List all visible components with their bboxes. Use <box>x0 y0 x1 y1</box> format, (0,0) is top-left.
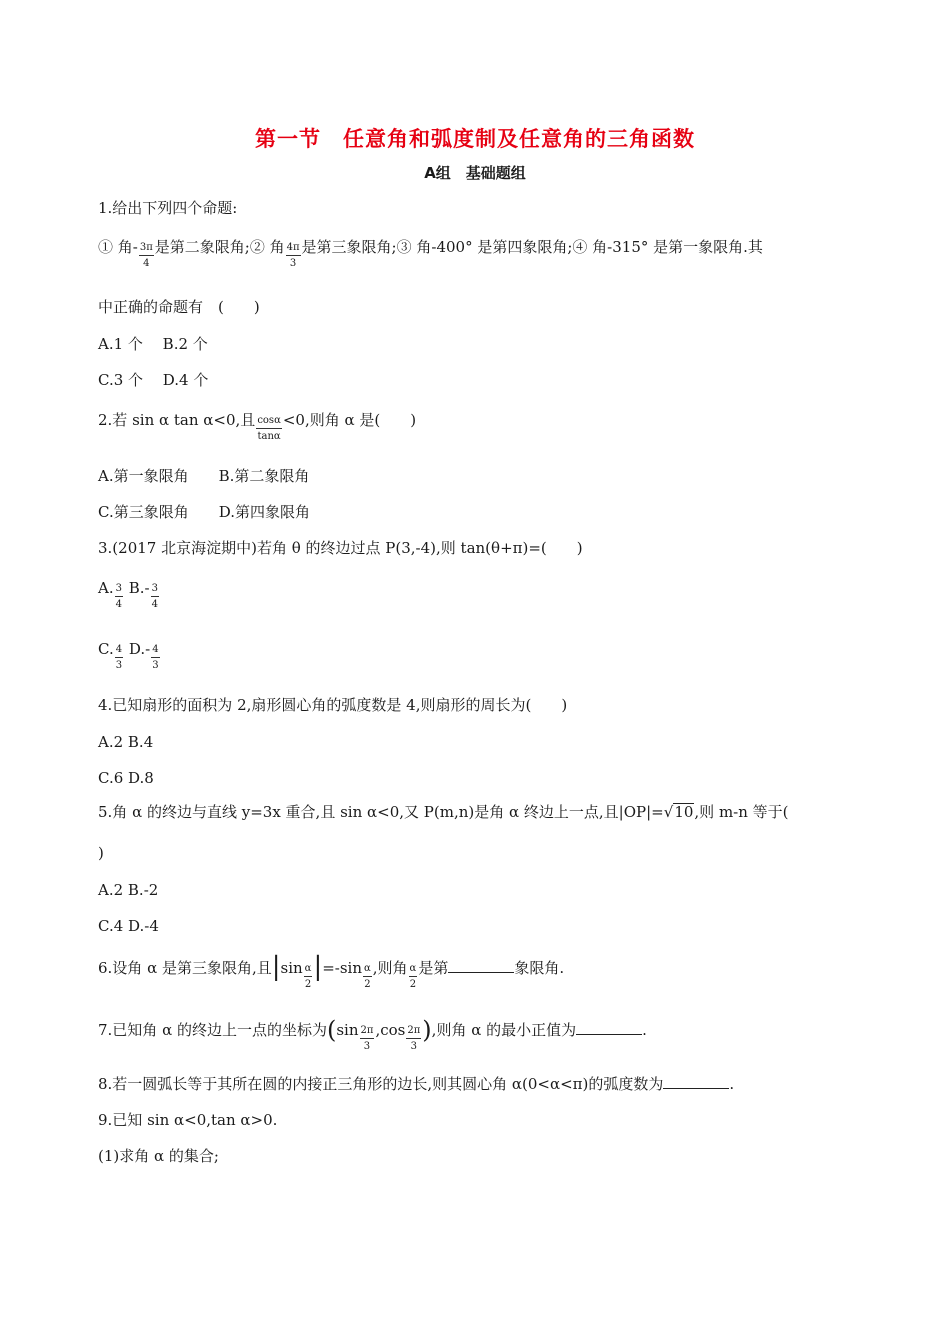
q1-text-part: 是第三象限角;③ 角-400° 是第四象限角;④ 角-315° 是第一象限角.其 <box>301 238 763 256</box>
fraction <box>115 645 123 671</box>
fraction <box>286 243 301 269</box>
q6-text-part: 象限角. <box>514 959 565 977</box>
question-1-options-cd: C.3 个 D.4 个 <box>98 371 209 389</box>
question-3-stem: 3.(2017 北京海淀期中)若角 θ 的终边过点 P(3,-4),则 tan(θ+π)=( ) <box>98 539 583 557</box>
page-title: 第一节 任意角和弧度制及任意角的三角函数 <box>255 127 695 151</box>
fraction-denominator: 3 <box>363 1041 371 1052</box>
fraction-numerator: 2π <box>360 1026 375 1039</box>
fraction-numerator: α <box>363 964 372 977</box>
fraction-denominator: 2 <box>409 979 417 990</box>
fraction <box>406 1026 421 1052</box>
question-5-stem <box>98 802 789 822</box>
fraction <box>115 584 123 610</box>
q8-text-part: . <box>729 1075 735 1093</box>
question-9-stem: 9.已知 sin α<0,tan α>0. <box>98 1111 278 1129</box>
fraction-denominator: 3 <box>289 258 297 269</box>
answer-blank[interactable] <box>448 960 514 973</box>
fraction-numerator: cosα <box>256 416 282 429</box>
question-3-options-cd <box>98 637 161 671</box>
fraction-numerator: α <box>409 964 418 977</box>
q2-text-part: <0,则角 α 是( ) <box>282 411 417 429</box>
fraction-denominator: 2 <box>304 979 312 990</box>
abs-bar-right: | <box>313 952 323 982</box>
question-4-options-ab: A.2 B.4 <box>98 733 154 751</box>
fraction-denominator: 3 <box>410 1041 418 1052</box>
question-4-options-cd: C.6 D.8 <box>98 769 154 787</box>
fraction-numerator: 4 <box>151 645 159 658</box>
question-5-continuation: ) <box>98 844 104 862</box>
q2-text-part: 2.若 sin α tan α<0,且 <box>98 411 256 429</box>
q6-text-part: ,则角 <box>372 959 408 977</box>
fraction-denominator: tanα <box>257 431 281 442</box>
question-2-options-ab: A.第一象限角 B.第二象限角 <box>98 467 310 485</box>
abs-bar-left: | <box>271 952 281 982</box>
fraction <box>304 964 313 990</box>
fraction-numerator: 3 <box>151 584 159 597</box>
q6-text-part: =-sin <box>322 959 362 977</box>
left-paren: ( <box>326 1016 337 1044</box>
section-subtitle: A组 基础题组 <box>424 164 526 182</box>
fraction-denominator: 2 <box>364 979 371 990</box>
fraction <box>139 243 154 269</box>
q5-text-part: ,则 m-n 等于( <box>694 803 789 821</box>
fraction-numerator: 2π <box>406 1026 421 1039</box>
q7-text-part: . <box>642 1021 647 1039</box>
sqrt-radicand: 10 <box>674 803 694 821</box>
fraction-denominator: 3 <box>152 660 159 671</box>
q8-text-part: 8.若一圆弧长等于其所在圆的内接正三角形的边长,则其圆心角 α(0<α<π)的弧度数为 <box>98 1075 664 1093</box>
sin-function: sin <box>336 1021 359 1039</box>
question-1-propositions <box>98 235 763 269</box>
question-2-stem <box>98 408 417 442</box>
fraction <box>360 1026 375 1052</box>
question-1-options-ab: A.1 个 B.2 个 <box>98 335 208 353</box>
fraction-numerator: 3 <box>115 584 123 597</box>
fraction-denominator: 4 <box>115 599 122 610</box>
fraction-numerator: α <box>304 964 313 977</box>
option-label: A. <box>98 579 114 597</box>
fraction <box>151 645 159 671</box>
q5-text-part: 5.角 α 的终边与直线 y=3x 重合,且 sin α<0,又 P(m,n)是角 α 终边上一点,且|OP|= <box>98 803 664 821</box>
sin-function: sin <box>280 959 303 977</box>
sqrt-sign: √ <box>663 803 674 821</box>
fraction-denominator: 4 <box>143 258 150 269</box>
fraction <box>363 964 372 990</box>
cos-function: ,cos <box>375 1021 406 1039</box>
question-4-stem: 4.已知扇形的面积为 2,扇形圆心角的弧度数是 4,则扇形的周长为( ) <box>98 696 568 714</box>
fraction <box>151 584 159 610</box>
question-3-options-ab <box>98 576 160 610</box>
fraction-numerator: 3π <box>139 243 154 256</box>
fraction <box>409 964 418 990</box>
question-2-options-cd: C.第三象限角 D.第四象限角 <box>98 503 310 521</box>
q1-text-part: 是第二象限角;② 角 <box>154 238 285 256</box>
q7-text-part: 7.已知角 α 的终边上一点的坐标为 <box>98 1021 327 1039</box>
q1-text-part: ① 角- <box>98 238 138 256</box>
option-label: B.- <box>123 579 150 597</box>
answer-blank[interactable] <box>663 1076 729 1089</box>
question-5-options-ab: A.2 B.-2 <box>98 881 159 899</box>
question-8-stem <box>98 1074 734 1094</box>
fraction-denominator: 4 <box>151 599 158 610</box>
fraction-numerator: 4π <box>286 243 301 256</box>
answer-blank[interactable] <box>576 1022 642 1035</box>
right-paren: ) <box>422 1016 432 1044</box>
question-5-options-cd: C.4 D.-4 <box>98 917 159 935</box>
fraction-numerator: 4 <box>115 645 123 658</box>
fraction <box>256 416 282 442</box>
question-6-stem <box>98 952 565 990</box>
q7-text-part: ,则角 α 的最小正值为 <box>431 1021 577 1039</box>
option-label: C. <box>98 640 114 658</box>
question-9-part-1: (1)求角 α 的集合; <box>98 1147 219 1165</box>
option-label: D.- <box>124 640 151 658</box>
q6-text-part: 6.设角 α 是第三象限角,且 <box>98 959 272 977</box>
question-1-continuation: 中正确的命题有 ( ) <box>98 298 260 316</box>
fraction-denominator: 3 <box>115 660 123 671</box>
question-7-stem <box>98 1016 647 1052</box>
q6-text-part: 是第 <box>418 959 449 977</box>
question-1-stem: 1.给出下列四个命题: <box>98 199 238 217</box>
